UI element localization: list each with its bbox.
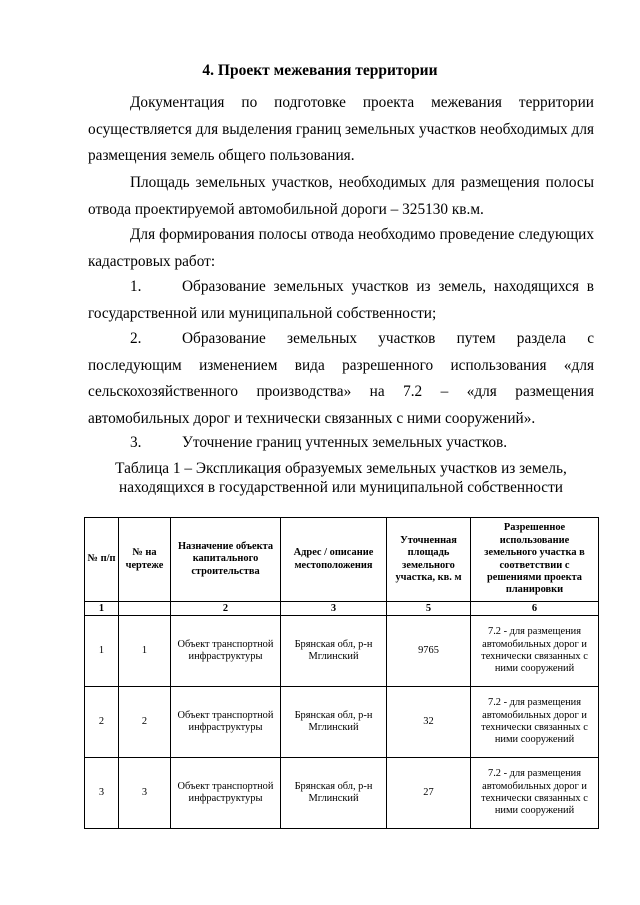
table-header-row <box>85 518 599 602</box>
cell-purpose: Объект транспортной инфраструктуры <box>171 616 281 687</box>
cell-permitted-use: 7.2 - для размещения автомобильных дорог и технически связанных с ними сооружений <box>471 616 599 687</box>
header-no: № п/п <box>85 518 119 602</box>
column-numbers-row <box>85 602 599 616</box>
table-row <box>85 616 599 687</box>
column-number: 6 <box>471 602 599 616</box>
cell-drawing-no: 2 <box>119 687 171 758</box>
header-permitted-use: Разрешенное использование земельного участка в соответствии с решениями проекта планировки <box>471 518 599 602</box>
cell-address: Брянская обл, р-н Мглинский <box>281 687 387 758</box>
table-row <box>85 687 599 758</box>
table-caption-line: Таблица 1 – Экспликация образуемых земельных участков из земель, <box>115 460 567 477</box>
cell-drawing-no: 3 <box>119 758 171 829</box>
work-item-text: Образование земельных участков из земель, находящихся в государственной или муниципальной собственности; <box>88 278 594 322</box>
work-item-number: 1. <box>130 278 142 295</box>
cell-purpose: Объект транспортной инфраструктуры <box>171 687 281 758</box>
work-item-number: 3. <box>130 434 142 451</box>
work-item-text: Уточнение границ учтенных земельных участков. <box>182 434 508 451</box>
cell-address: Брянская обл, р-н Мглинский <box>281 758 387 829</box>
cell-area: 9765 <box>387 616 471 687</box>
header-area: Уточненная площадь земельного участка, кв. м <box>387 518 471 602</box>
work-item-2 <box>88 326 594 432</box>
cell-permitted-use: 7.2 - для размещения автомобильных дорог и технически связанных с ними сооружений <box>471 758 599 829</box>
section-heading: 4. Проект межевания территории <box>202 62 438 79</box>
paragraph-works-intro: Для формирования полосы отвода необходимо проведение следующих кадастровых работ: <box>88 226 594 270</box>
work-item-number: 2. <box>130 330 142 347</box>
cell-no: 1 <box>85 616 119 687</box>
work-item-3 <box>88 430 594 457</box>
cell-area: 32 <box>387 687 471 758</box>
header-purpose: Назначение объекта капитального строительства <box>171 518 281 602</box>
header-drawing-no: № на чертеже <box>119 518 171 602</box>
cell-drawing-no: 1 <box>119 616 171 687</box>
cell-area: 27 <box>387 758 471 829</box>
work-item-1 <box>88 274 594 327</box>
explication-table <box>84 517 599 829</box>
column-number: 1 <box>85 602 119 616</box>
column-number: 3 <box>281 602 387 616</box>
header-address: Адрес / описание местоположения <box>281 518 387 602</box>
table-caption <box>88 459 594 497</box>
column-number: 5 <box>387 602 471 616</box>
table-caption-line: находящихся в государственной или муниципальной собственности <box>119 479 563 496</box>
cell-permitted-use: 7.2 - для размещения автомобильных дорог и технически связанных с ними сооружений <box>471 687 599 758</box>
column-number: 2 <box>171 602 281 616</box>
cell-purpose: Объект транспортной инфраструктуры <box>171 758 281 829</box>
work-item-text: Образование земельных участков путем раздела с последующим изменением вида разрешенного использования «для сельскохозяйственного производства» на 7.2 – «для размещения автомобильных дорог и технически связанных с ними сооружений». <box>88 330 594 427</box>
cell-address: Брянская обл, р-н Мглинский <box>281 616 387 687</box>
cell-no: 3 <box>85 758 119 829</box>
table-row <box>85 758 599 829</box>
paragraph-purpose: Документация по подготовке проекта межевания территории осуществляется для выделения границ земельных участков необходимых для размещения земель общего пользования. <box>88 94 594 164</box>
cell-no: 2 <box>85 687 119 758</box>
paragraph-area: Площадь земельных участков, необходимых для размещения полосы отвода проектируемой автомобильной дороги – 325130 кв.м. <box>88 174 594 218</box>
column-number <box>119 602 171 616</box>
